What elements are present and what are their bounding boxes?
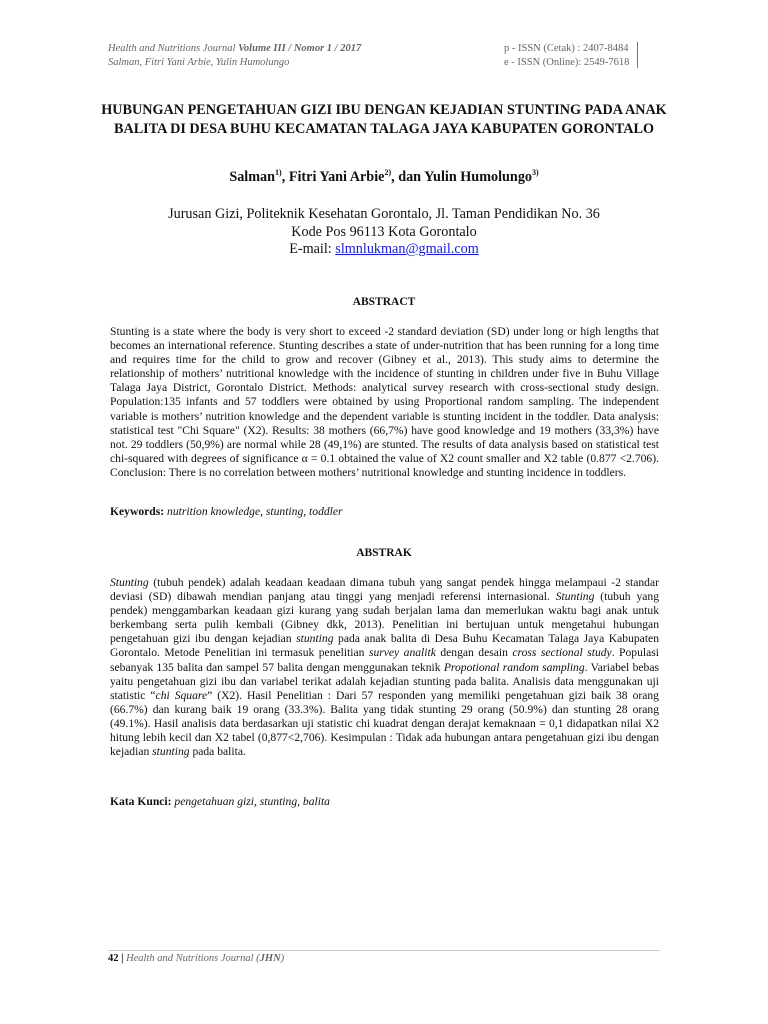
kata-kunci-label: Kata Kunci: [110, 795, 172, 808]
text-run: ” (X2). Hasil Penelitian : Dari 57 responden yang memiliki pengetahuan gizi baik 38 orang (66.7%) dan kurang baik 19 orang (33.3%). Balita yang tidak stunting 29 orang (50.9%) dan stunting 28 orang (49.1%). Hasil analisis data berdasarkan uji statistic chi kuadrat dengan derajat kemaknaan = 0,1 didapatkan nilai X2 hitung lebih kecil dan X2 tabel (0,877<2,706). Kesimpulan : Tidak ada hubungan antara pengetahuan gizi ibu dengan kejadian [110, 688, 659, 759]
author-name: Fitri Yani Arbie [288, 169, 385, 185]
footer-journal-abbr: JHN [259, 953, 281, 964]
italic-term: cross sectional study [512, 646, 612, 660]
text-run: . Populasi sebanyak 135 balita dan sampel 57 balita dengan menggunakan teknik [110, 646, 659, 674]
keywords-value: nutrition knowledge, stunting, toddler [167, 505, 343, 518]
running-header-right [504, 42, 638, 68]
keywords-label: Keywords [110, 505, 161, 518]
author-name: Yulin Humolungo [424, 169, 533, 185]
footer-divider [108, 950, 660, 951]
footer-journal: Health and Nutritions Journal [126, 953, 254, 964]
author-affiliation-mark: 3) [532, 168, 539, 177]
italic-term: stunting [296, 632, 334, 646]
abstract-text: Stunting is a state where the body is very short to exceed -2 standard deviation (SD) under long or high lengths that becomes an international reference. Stunting describes a state of under-nutrition that has been running for a long time and requires time for the child to grow and recover (Gibney et al., 2013). This study aims to determine the relationship of mothers’ nutritional knowledge with the incidence of stunting in children under five in Buhu Village Talaga Jaya District, Gorontalo District. Methods: analytical survey research with cross-sectional study design. Population:135 infants and 57 toddlers were obtained by using Proportional random sampling. The independent variable is mothers’ nutrition knowledge and the dependent variable is stunting incident in the toddler. Data analysis: statistical test "Chi Square" (X2). Results: 38 mothers (66,7%) have good knowledge and 19 mothers (33,3%) have not. 29 toddlers (50,9%) are normal while 28 (49,1%) are stunted. The results of data analysis based on statistical test chi-squared with degrees of significance α = 0.1 obtained the value of X2 count smaller and X2 table (0.877 <2.706). Conclusion: There is no correlation between mothers’ nutritional knowledge and stunting incidence in toddlers. [110, 325, 659, 479]
kata-kunci-line [110, 795, 659, 808]
header-authors: Salman, Fitri Yani Arbie, Yulin Humolungo [108, 57, 290, 68]
email-label: E-mail: [289, 241, 336, 257]
page-number: 42 [108, 953, 119, 964]
text-run: pada anak balita di Desa Buhu Kecamatan Talaga Jaya Kabupaten Gorontalo. Metode Penelitian ini termasuk penelitian [110, 632, 659, 660]
affiliation-line-1: Jurusan Gizi, Politeknik Kesehatan Gorontalo, Jl. Taman Pendidikan No. 36 [168, 206, 600, 222]
italic-term: Stunting [555, 590, 595, 604]
text-run: pada balita. [189, 745, 246, 759]
italic-term: survey analitk [368, 646, 436, 660]
author-affiliation-mark: 2) [384, 168, 392, 177]
text-run: (tubuh yang pendek) menggambarkan keadaan gizi kurang yang sudah berjalan lama dan memerlukan waktu bagi anak untuk berkembang serta pulih kembali (Gibney dkk, 2013). Penelitian ini bertujuan untuk mengetahui hubungan pengetahuan gizi ibu dengan kejadian [110, 590, 659, 646]
issn-print: p - ISSN (Cetak) : 2407-8484 [504, 43, 629, 54]
paper-title: HUBUNGAN PENGETAHUAN GIZI IBU DENGAN KEJADIAN STUNTING PADA ANAK BALITA DI DESA BUHU KECAMATAN TALAGA JAYA KABUPATEN GORONTALO [101, 102, 667, 137]
text-run: dengan desain [435, 646, 513, 660]
abstract-heading: ABSTRACT [352, 296, 416, 308]
abstrak-heading: ABSTRAK [356, 547, 412, 559]
email-link[interactable]: slmnlukman@gmail.com [335, 241, 479, 257]
header-volume: Volume III / Nomor 1 / 2017 [238, 43, 362, 54]
kata-kunci-value: pengetahuan gizi, stunting, balita [174, 795, 330, 808]
email-line [100, 241, 668, 259]
author-separator: , [281, 169, 289, 185]
abstrak-text [110, 576, 659, 759]
author-separator: , dan [391, 169, 425, 185]
italic-term: chi Square [155, 688, 208, 702]
author-list [100, 168, 668, 186]
keywords-line: Keywords: nutrition knowledge, stunting, toddler [110, 505, 343, 518]
page-footer: 42 | Health and Nutritions Journal (JHN) [108, 953, 285, 964]
text-run: (tubuh pendek) adalah keadaan keadaan dimana tubuh yang sangat pendek hingga melampaui -2 standar deviasi (SD) dibawah mendian panjang atau tinggi yang menjadi referensi internasional. [110, 576, 659, 604]
italic-term: Propotional random sampling [443, 660, 585, 674]
issn-online: e - ISSN (Online): 2549-7618 [504, 57, 630, 68]
text-run: . Variabel bebas yaitu pengetahuan gizi ibu dan variabel terikat adalah kejadian stunting pada balita. Analisis data menggunakan uji statistic “ [110, 660, 659, 702]
author-name: Salman [229, 169, 276, 185]
author-affiliation-mark: 1) [275, 168, 282, 177]
affiliation [100, 206, 668, 259]
header-journal-line [108, 42, 361, 56]
header-journal-name: Health and Nutritions Journal [108, 43, 236, 54]
affiliation-line-2: Kode Pos 96113 Kota Gorontalo [291, 223, 477, 240]
running-header-left [108, 42, 361, 70]
italic-term: stunting [152, 745, 190, 759]
italic-term: Stunting [110, 576, 149, 589]
